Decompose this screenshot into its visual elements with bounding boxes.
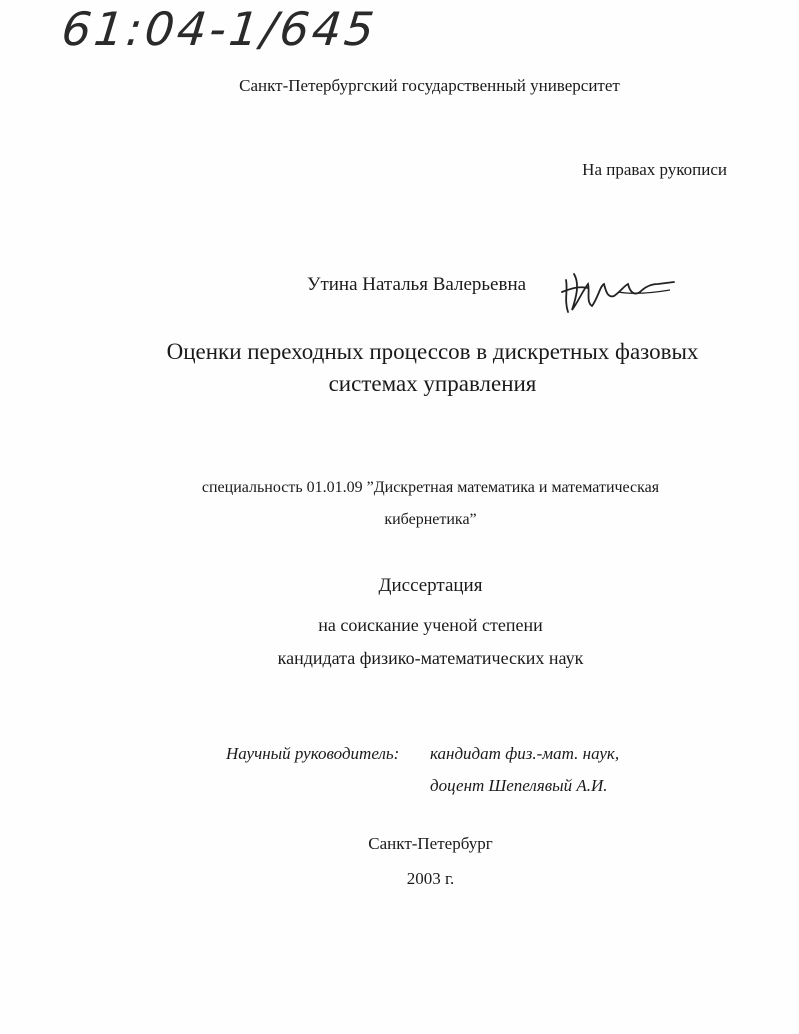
supervisor-line: доцент Шепелявый А.И. xyxy=(430,776,608,795)
degree-line: кандидата физико-математических наук xyxy=(277,648,584,668)
author-name: Утина Наталья Валерьевна xyxy=(307,274,527,295)
signature-image xyxy=(558,262,678,322)
specialty xyxy=(0,472,799,536)
supervisor-line: кандидат физ.-мат. наук, xyxy=(430,744,620,763)
title-line: системах управления xyxy=(328,371,537,396)
title-line: Оценки переходных процессов в дискретных фазовых xyxy=(166,339,699,364)
dissertation-title xyxy=(0,336,799,400)
specialty-line: кибернетика” xyxy=(384,511,477,528)
archive-code: 61:04-1/645 xyxy=(59,2,380,56)
rights-notice: На правах рукописи xyxy=(582,160,727,179)
city: Санкт-Петербург xyxy=(368,834,493,853)
university-name: Санкт-Петербургский государственный университет xyxy=(239,76,620,95)
year: 2003 г. xyxy=(406,869,455,888)
dissertation-heading: Диссертация xyxy=(378,575,483,596)
degree-line: на соискание ученой степени xyxy=(318,615,543,635)
specialty-line: специальность 01.01.09 ”Дискретная математика и математическая xyxy=(201,479,660,496)
supervisor-label: Научный руководитель: xyxy=(226,744,400,763)
